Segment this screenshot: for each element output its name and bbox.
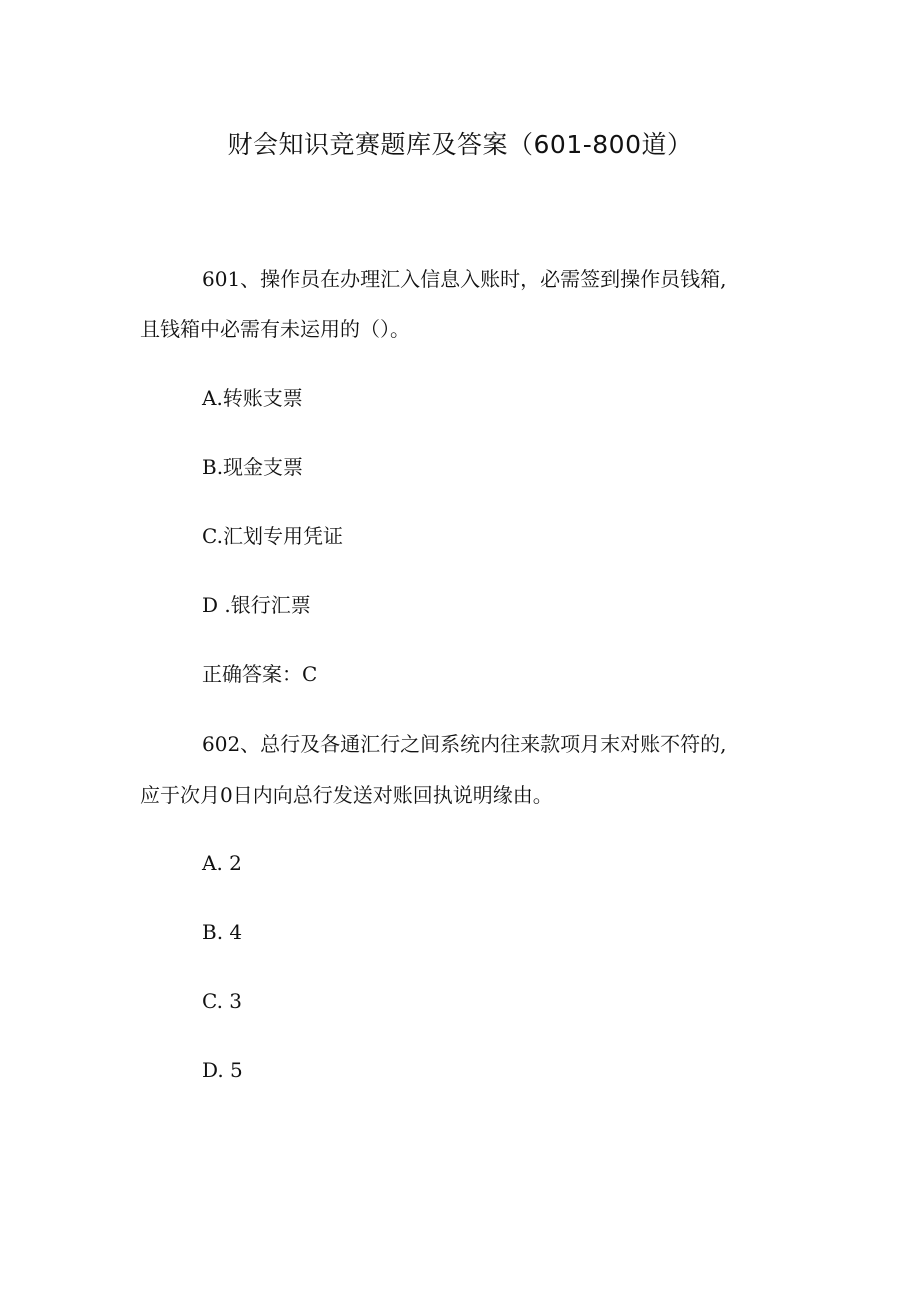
question-602-option-b: B. 4 xyxy=(202,920,243,944)
question-601-answer: 正确答案：C xyxy=(202,662,318,686)
question-602-option-c: C. 3 xyxy=(202,989,243,1013)
question-602-option-d: D. 5 xyxy=(202,1058,243,1082)
question-602-stem-line2: 应于次月0日内向总行发送对账回执说明缘由。 xyxy=(140,783,553,807)
question-602-option-a: A. 2 xyxy=(202,851,242,875)
question-601-option-a: A.转账支票 xyxy=(202,386,303,410)
question-601-option-b: B.现金支票 xyxy=(202,455,304,479)
question-601-option-c: C.汇划专用凭证 xyxy=(202,524,343,548)
question-601-stem-line1: 601、操作员在办理汇入信息入账时，必需签到操作员钱箱, xyxy=(202,267,727,291)
question-602-stem-line1: 602、总行及各通汇行之间系统内往来款项月末对账不符的, xyxy=(202,732,727,756)
question-601-stem-line2: 且钱箱中必需有未运用的（）。 xyxy=(140,317,410,341)
document-title: 财会知识竞赛题库及答案（601-800道） xyxy=(227,130,693,159)
question-601-option-d: D .银行汇票 xyxy=(202,593,311,617)
